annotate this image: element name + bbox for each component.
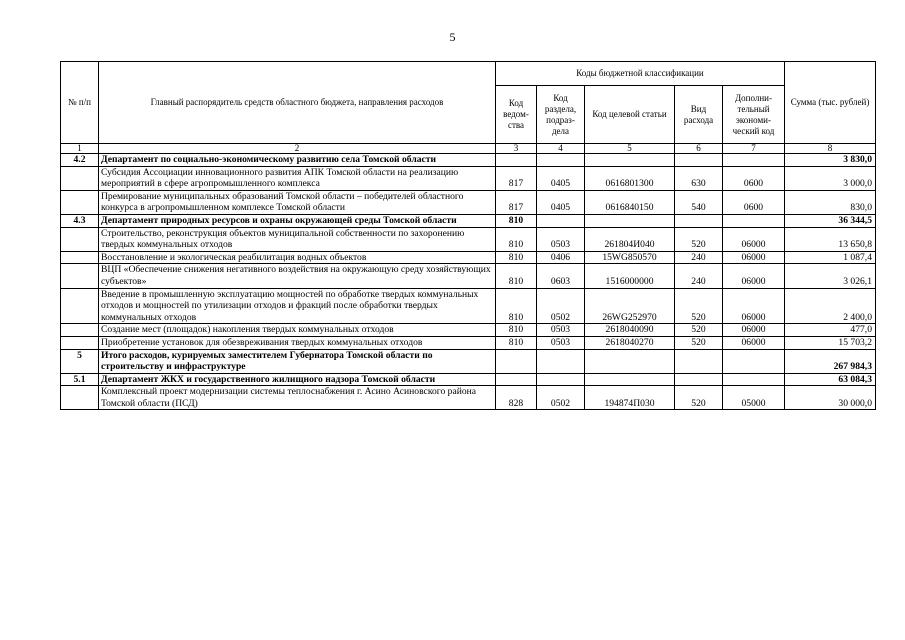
row-code-expense-type: 540 — [675, 190, 723, 214]
row-code-additional — [723, 373, 785, 386]
row-code-additional — [723, 349, 785, 373]
row-number — [61, 251, 99, 264]
row-code-dept — [496, 373, 537, 386]
row-code-target: 0616840150 — [585, 190, 675, 214]
table-row — [61, 324, 876, 337]
row-number — [61, 166, 99, 190]
budget-table — [60, 61, 876, 410]
row-description: Восстановление и экологическая реабилитация водных объектов — [99, 251, 496, 264]
row-sum: 63 084,3 — [785, 373, 876, 386]
row-code-dept: 810 — [496, 336, 537, 349]
column-number: 3 — [496, 144, 537, 154]
row-code-expense-type — [675, 214, 723, 227]
header-codes-group: Коды бюджетной классификации — [496, 62, 785, 86]
row-code-dept: 810 — [496, 324, 537, 337]
table-row — [61, 288, 876, 324]
column-numbers-row — [61, 144, 876, 154]
row-code-expense-type: 240 — [675, 264, 723, 288]
row-code-additional: 05000 — [723, 386, 785, 410]
header-code-target: Код целевой статьи — [585, 86, 675, 144]
row-code-expense-type: 520 — [675, 324, 723, 337]
row-number — [61, 190, 99, 214]
row-description: ВЦП «Обеспечение снижения негативного воздействия на окружающую среду хозяйствующих субъектов» — [99, 264, 496, 288]
page-number: 5 — [449, 30, 456, 44]
row-code-dept: 817 — [496, 166, 537, 190]
row-description: Итого расходов, курируемых заместителем Губернатора Томской области по строительству и инфраструктуре — [99, 349, 496, 373]
table-row — [61, 336, 876, 349]
row-sum: 1 087,4 — [785, 251, 876, 264]
table-row — [61, 264, 876, 288]
column-number: 8 — [785, 144, 876, 154]
table-row — [61, 349, 876, 373]
table-row — [61, 166, 876, 190]
row-description: Комплексный проект модернизации системы теплоснабжения г. Асино Асиновского района Томской области (ПСД) — [99, 386, 496, 410]
header-code-additional: Дополни-тельный экономи-ческий код — [723, 86, 785, 144]
row-code-target: 2618040090 — [585, 324, 675, 337]
row-description: Введение в промышленную эксплуатацию мощностей по обработке твердых коммунальных отходов и мощностей по утилизации отходов и фракций после обработки твердых коммунальных отходов — [99, 288, 496, 324]
row-code-section: 0405 — [537, 190, 585, 214]
header-code-section: Код раздела, подраз-дела — [537, 86, 585, 144]
row-number — [61, 227, 99, 251]
row-code-additional — [723, 214, 785, 227]
row-code-section — [537, 154, 585, 167]
row-code-target — [585, 154, 675, 167]
row-code-dept: 810 — [496, 251, 537, 264]
row-code-dept: 810 — [496, 214, 537, 227]
row-code-expense-type: 520 — [675, 336, 723, 349]
header-sum: Сумма (тыс. рублей) — [785, 62, 876, 144]
row-code-expense-type — [675, 373, 723, 386]
row-code-additional: 06000 — [723, 336, 785, 349]
row-code-section: 0502 — [537, 386, 585, 410]
row-sum: 477,0 — [785, 324, 876, 337]
row-code-section: 0503 — [537, 324, 585, 337]
row-code-target: 1516000000 — [585, 264, 675, 288]
row-number — [61, 264, 99, 288]
row-description: Департамент по социально-экономическому развитию села Томской области — [99, 154, 496, 167]
table-row — [61, 251, 876, 264]
row-code-target: 26WG252970 — [585, 288, 675, 324]
row-code-expense-type: 630 — [675, 166, 723, 190]
row-code-dept: 817 — [496, 190, 537, 214]
row-number — [61, 324, 99, 337]
row-code-section: 0503 — [537, 227, 585, 251]
row-code-target: 194874П030 — [585, 386, 675, 410]
column-number: 4 — [537, 144, 585, 154]
row-number: 4.3 — [61, 214, 99, 227]
row-number — [61, 288, 99, 324]
table-row — [61, 373, 876, 386]
row-code-section — [537, 373, 585, 386]
row-description: Строительство, реконструкция объектов муниципальной собственности по захоронению твердых коммунальных отходов — [99, 227, 496, 251]
column-number: 5 — [585, 144, 675, 154]
row-sum: 267 984,3 — [785, 349, 876, 373]
row-sum: 3 830,0 — [785, 154, 876, 167]
column-number: 2 — [99, 144, 496, 154]
row-description: Премирование муниципальных образований Томской области – победителей областного конкурса в агропромышленном комплексе Томской области — [99, 190, 496, 214]
table-row — [61, 386, 876, 410]
column-number: 7 — [723, 144, 785, 154]
row-code-section: 0405 — [537, 166, 585, 190]
header-main-distributor: Главный распорядитель средств областного бюджета, направления расходов — [99, 62, 496, 144]
header-code-dept: Код ведом-ства — [496, 86, 537, 144]
table-row — [61, 190, 876, 214]
row-code-dept — [496, 154, 537, 167]
row-description: Департамент ЖКХ и государственного жилищного надзора Томской области — [99, 373, 496, 386]
row-code-additional — [723, 154, 785, 167]
row-code-additional: 0600 — [723, 166, 785, 190]
row-code-additional: 0600 — [723, 190, 785, 214]
row-sum: 15 703,2 — [785, 336, 876, 349]
row-code-section: 0502 — [537, 288, 585, 324]
header-no: № п/п — [61, 62, 99, 144]
row-code-additional: 06000 — [723, 324, 785, 337]
row-code-additional: 06000 — [723, 251, 785, 264]
row-description: Субсидия Ассоциации инновационного развития АПК Томской области на реализацию мероприятий в сфере агропромышленного комплекса — [99, 166, 496, 190]
row-code-target: 261804И040 — [585, 227, 675, 251]
row-sum: 13 650,8 — [785, 227, 876, 251]
row-code-target: 2618040270 — [585, 336, 675, 349]
row-code-section: 0503 — [537, 336, 585, 349]
row-code-dept: 810 — [496, 264, 537, 288]
row-code-section — [537, 349, 585, 373]
row-code-section — [537, 214, 585, 227]
row-sum: 3 000,0 — [785, 166, 876, 190]
row-code-target — [585, 349, 675, 373]
row-code-target — [585, 373, 675, 386]
row-number: 5.1 — [61, 373, 99, 386]
row-sum: 36 344,5 — [785, 214, 876, 227]
table-row — [61, 154, 876, 167]
row-code-additional: 06000 — [723, 288, 785, 324]
row-sum: 2 400,0 — [785, 288, 876, 324]
header-code-expense-type: Вид расхода — [675, 86, 723, 144]
row-number — [61, 336, 99, 349]
row-number: 5 — [61, 349, 99, 373]
row-code-target: 15WG850570 — [585, 251, 675, 264]
column-number: 1 — [61, 144, 99, 154]
row-code-target: 0616801300 — [585, 166, 675, 190]
row-sum: 3 026,1 — [785, 264, 876, 288]
row-code-section: 0603 — [537, 264, 585, 288]
column-number: 6 — [675, 144, 723, 154]
row-code-expense-type: 240 — [675, 251, 723, 264]
table-body — [61, 154, 876, 410]
row-description: Создание мест (площадок) накопления твердых коммунальных отходов — [99, 324, 496, 337]
row-code-dept: 810 — [496, 288, 537, 324]
row-code-expense-type: 520 — [675, 288, 723, 324]
row-code-expense-type: 520 — [675, 386, 723, 410]
row-code-dept: 828 — [496, 386, 537, 410]
row-code-expense-type: 520 — [675, 227, 723, 251]
row-code-additional: 06000 — [723, 264, 785, 288]
row-description: Департамент природных ресурсов и охраны окружающей среды Томской области — [99, 214, 496, 227]
row-code-expense-type — [675, 154, 723, 167]
table-row — [61, 214, 876, 227]
row-code-section: 0406 — [537, 251, 585, 264]
row-description: Приобретение установок для обезвреживания твердых коммунальных отходов — [99, 336, 496, 349]
row-code-dept: 810 — [496, 227, 537, 251]
table-row — [61, 227, 876, 251]
row-code-target — [585, 214, 675, 227]
row-code-additional: 06000 — [723, 227, 785, 251]
row-sum: 30 000,0 — [785, 386, 876, 410]
row-number — [61, 386, 99, 410]
row-number: 4.2 — [61, 154, 99, 167]
row-code-expense-type — [675, 349, 723, 373]
row-code-dept — [496, 349, 537, 373]
row-sum: 830,0 — [785, 190, 876, 214]
